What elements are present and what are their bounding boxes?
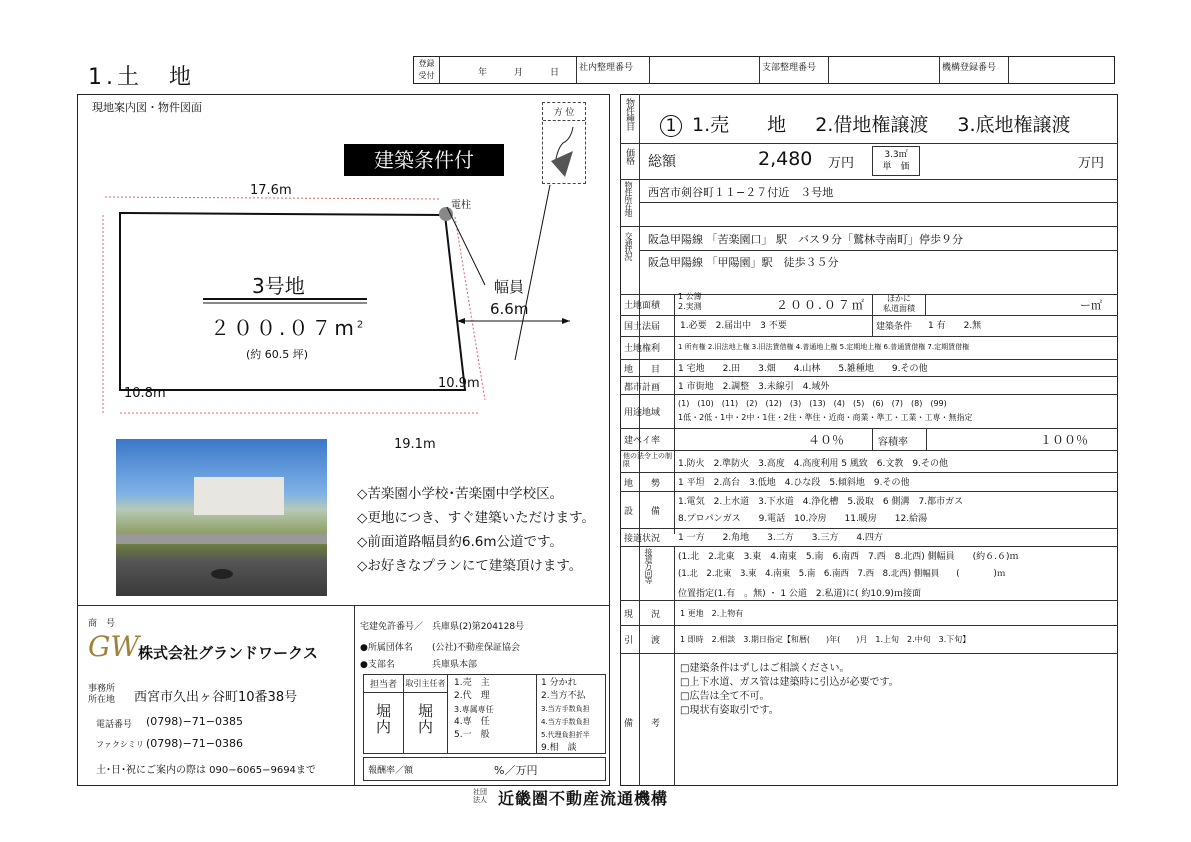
biko-label: 備 考	[624, 719, 661, 729]
land-area-option: 2.実測	[678, 302, 702, 311]
torihiki-label: 取引主任者	[404, 675, 447, 693]
shogo-label: 商 号	[88, 619, 116, 629]
assoc: (公社)不動産保証協会	[432, 643, 521, 653]
footer-small: 社団 法人	[473, 788, 487, 804]
bunkare-item: 9.相 談	[541, 743, 577, 753]
unit-price-man: 万円	[1078, 156, 1105, 171]
kind-selected-mark: 1	[660, 115, 682, 137]
reg-label: 登録 受付	[414, 57, 440, 83]
traffic-line: 阪急甲陽線 「甲陽園」駅 徒歩３５分	[648, 256, 839, 269]
chimoku-label: 地 目	[624, 365, 661, 375]
kind-option: 3.底地権譲渡	[957, 114, 1071, 136]
yoseki: １００％	[1040, 433, 1089, 447]
land-area-option: 1 公簿	[678, 292, 702, 301]
lot-area	[210, 312, 366, 341]
yoto-top: (1) (10) (11) (2) (12) (3) (13) (4) (5) (6) (7) (8) (99)	[678, 399, 947, 408]
holiday-contact: 土･日･祝にご案内の際は 090−6065−9694まで	[96, 765, 316, 776]
hoka: 1.防火 2.準防火 3.高度 4.高度利用 5 風致 6.文教 9.その他	[678, 459, 948, 469]
price-label: 価格	[624, 148, 634, 164]
chisei: 1 平坦 2.高台 3.低地 4.ひな段 5.傾斜地 9.その他	[678, 478, 910, 488]
license: 兵庫県(2)第204128号	[432, 622, 525, 632]
tanto-label: 担当者	[364, 675, 403, 693]
bunkare-item: 3.当方手数負担	[541, 705, 590, 713]
kind-options	[660, 110, 1071, 137]
houko-line: (1.北 2.北東 3.東 4.南東 5.南 6.南西 7.西 8.北西) 側幅員 (約６.６)ｍ	[678, 552, 1019, 562]
bunkare-item: 5.代理負担折半	[541, 731, 590, 739]
hikiwatashi: 1 即時 2.相談 3.期日指定【和暦( )年( )月 1.上旬 2.中旬 3.下旬】	[680, 635, 971, 644]
toshi-label: 都市計画	[624, 383, 661, 393]
right-length: 10.9m	[438, 376, 480, 391]
land-area: ２００.０７㎡	[776, 298, 866, 312]
chimoku: 1 宅地 2.田 3.畑 4.山林 5.雑種地 9.その他	[678, 364, 928, 374]
kenchiku-label: 建築条件	[876, 322, 913, 332]
kind-option: 1.売 地	[692, 114, 787, 136]
lot-area-sup: 2	[356, 319, 367, 331]
tanto: 堀 内	[375, 702, 391, 736]
total-label: 総額	[648, 154, 676, 170]
note-item: ◇苦楽園小学校･苦楽園中学校区。	[357, 486, 564, 502]
traffic-label: 交通状況	[624, 232, 633, 260]
branch-label: ●支部名	[360, 660, 395, 670]
bunkare-item: 2.当方不払	[541, 691, 586, 701]
setsudo-label: 接道状況	[624, 534, 661, 544]
branch: 兵庫県本部	[432, 660, 478, 670]
unit-price-label: 3.3㎡ 単 価	[872, 146, 920, 176]
fee-label: 報酬率／額	[368, 766, 414, 776]
road-label: 幅員	[494, 278, 525, 296]
license-label: 宅建免許番号／	[360, 622, 424, 632]
left-length: 10.8m	[124, 386, 166, 401]
type-item: 2.代 理	[454, 691, 490, 701]
company-address: 西宮市久出ヶ谷町10番38号	[134, 690, 298, 705]
torihiki: 堀 内	[417, 702, 433, 736]
note-item: ◇お好きなプランにて建築頂けます。	[357, 558, 583, 574]
building-condition-badge: 建築条件付	[344, 144, 504, 176]
kokudo-label: 国土法届	[624, 322, 661, 332]
kenpei: ４０％	[808, 433, 845, 447]
kenpei-label: 建ペイ率	[624, 436, 661, 446]
private-road: ー㎡	[1080, 299, 1102, 312]
fee: %／万円	[494, 764, 538, 777]
type-item: 4.専 任	[454, 717, 490, 727]
setsubi-label: 設 備	[624, 507, 661, 517]
houko-label: 接道方向等	[644, 548, 653, 583]
company-name: 株式会社グランドワークス	[138, 644, 318, 662]
biko-item: □現状有姿取引です。	[680, 705, 779, 716]
tel-label: 電話番号	[96, 720, 133, 730]
road-width: 6.6m	[490, 300, 529, 318]
biko-item: □広告は全て不可。	[680, 691, 770, 702]
kokudo: 1.必要 2.届出中 3 不要	[680, 321, 787, 331]
setsubi-line: 1.電気 2.上水道 3.下水道 4.浄化槽 5.汲取 6 側溝 7.都市ガス	[678, 497, 964, 507]
genkyo: 1 更地 2.上物有	[680, 609, 744, 618]
company-logo: GW	[88, 630, 140, 663]
yoto-label: 用途地域	[624, 408, 661, 418]
price-value: 2,480	[758, 148, 813, 170]
compass-icon	[543, 121, 587, 183]
bunkare-item: 1 分かれ	[541, 678, 577, 688]
office-label: 事務所 所在地	[88, 684, 116, 705]
biko-list	[680, 662, 899, 718]
kenri-label: 土地権利	[624, 344, 661, 354]
lot-tsubo: (約 60.5 坪)	[246, 348, 309, 361]
pole-label: 電柱	[451, 200, 471, 211]
assoc-label: ●所属団体名	[360, 643, 413, 653]
tel: (0798)−71−0385	[146, 715, 244, 728]
chisei-label: 地 勢	[624, 479, 661, 489]
note-item: ◇前面道路幅員約6.6m公道です。	[357, 534, 563, 550]
yoto-bottom: 1低・2低・1中・2中・1住・2住・準住・近商・商業・準工・工業・工専・無指定	[678, 413, 973, 422]
bunkare-item: 4.当方手数負担	[541, 718, 590, 726]
yoseki-label: 容積率	[878, 437, 908, 448]
top-length: 17.6m	[250, 183, 292, 198]
agent-table	[363, 674, 606, 754]
lot-area-value: ２００.０７m	[210, 316, 357, 340]
toshi: 1 市街地 2.調整 3.未線引 4.域外	[678, 382, 830, 392]
setsubi-line: 8.プロパンガス 9.電話 10.冷房 11.暖房 12.給湯	[678, 514, 928, 524]
registration-box	[413, 56, 1115, 84]
houko-line: 位置指定(1.有 。無) ・ 1 公道 2.私道)に( 約10.9)ｍ接面	[678, 589, 921, 599]
kenchiku: 1 有 2.無	[928, 321, 982, 331]
genkyo-label: 現 況	[624, 610, 661, 620]
footer-org: 近畿圏不動産流通機構	[498, 789, 669, 808]
bottom-length: 19.1m	[394, 437, 436, 452]
map-heading: 現地案内図・物件図面	[92, 101, 202, 114]
hikiwatashi-label: 引 渡	[624, 636, 661, 646]
type-item: 3.専属専任	[454, 705, 494, 714]
site-photo	[116, 439, 327, 596]
land-area-label: 土地面積	[624, 301, 661, 311]
fax-label: ファクシミリ	[96, 740, 144, 749]
hoka-label: 他の法令上の制限	[623, 452, 672, 468]
kenri: 1 所有権 2.旧法地上権 3.旧法賃借権 4.普通地上権 5.定期地上権 6.普通賃借権 7.定期賃借権	[678, 343, 970, 351]
kind-option: 2.借地権譲渡	[815, 114, 929, 136]
location-label: 物件所在地	[624, 181, 633, 216]
kind-label: 物件種目	[624, 98, 634, 130]
org-no-label: 機構登録番号	[939, 57, 1009, 83]
price-man: 万円	[828, 156, 855, 171]
fee-row	[363, 757, 606, 781]
traffic-line: 阪急甲陽線 「苦楽園口」 駅 バス９分「鷲林寺南町」停歩９分	[648, 233, 963, 246]
notes	[357, 482, 595, 578]
houko-line: (1.北 2.北東 3.東 4.南東 5.南 6.南西 7.西 8.北西) 側幅員 ( )ｍ	[678, 569, 1006, 579]
reg-date: 年 月 日	[478, 68, 560, 78]
fax: (0798)−71−0386	[146, 737, 244, 750]
note-item: ◇更地につき、すぐ建築いただけます。	[357, 510, 595, 526]
type-item: 1.売 主	[454, 678, 490, 688]
private-road-label: ほかに 私道面積	[872, 294, 926, 315]
lot-name: 3号地	[252, 274, 305, 298]
land-area-options	[678, 292, 702, 312]
location: 西宮市剣谷町１１−２７付近 ３号地	[648, 186, 834, 199]
setsudo: 1 一方 2.角地 3.二方 3.三方 4.四方	[678, 533, 883, 543]
type-item: 5.一 般	[454, 730, 490, 740]
compass-box	[542, 102, 586, 184]
page-title: 1.土 地	[88, 65, 195, 90]
compass-label: 方 位	[543, 103, 585, 121]
branch-no-label: 支部整理番号	[759, 57, 829, 83]
biko-item: □上下水道、ガス管は建築時に引込が必要です。	[680, 677, 899, 688]
biko-item: □建築条件はずしはご相談ください。	[680, 663, 850, 674]
company-no-label: 社内整理番号	[576, 57, 650, 83]
